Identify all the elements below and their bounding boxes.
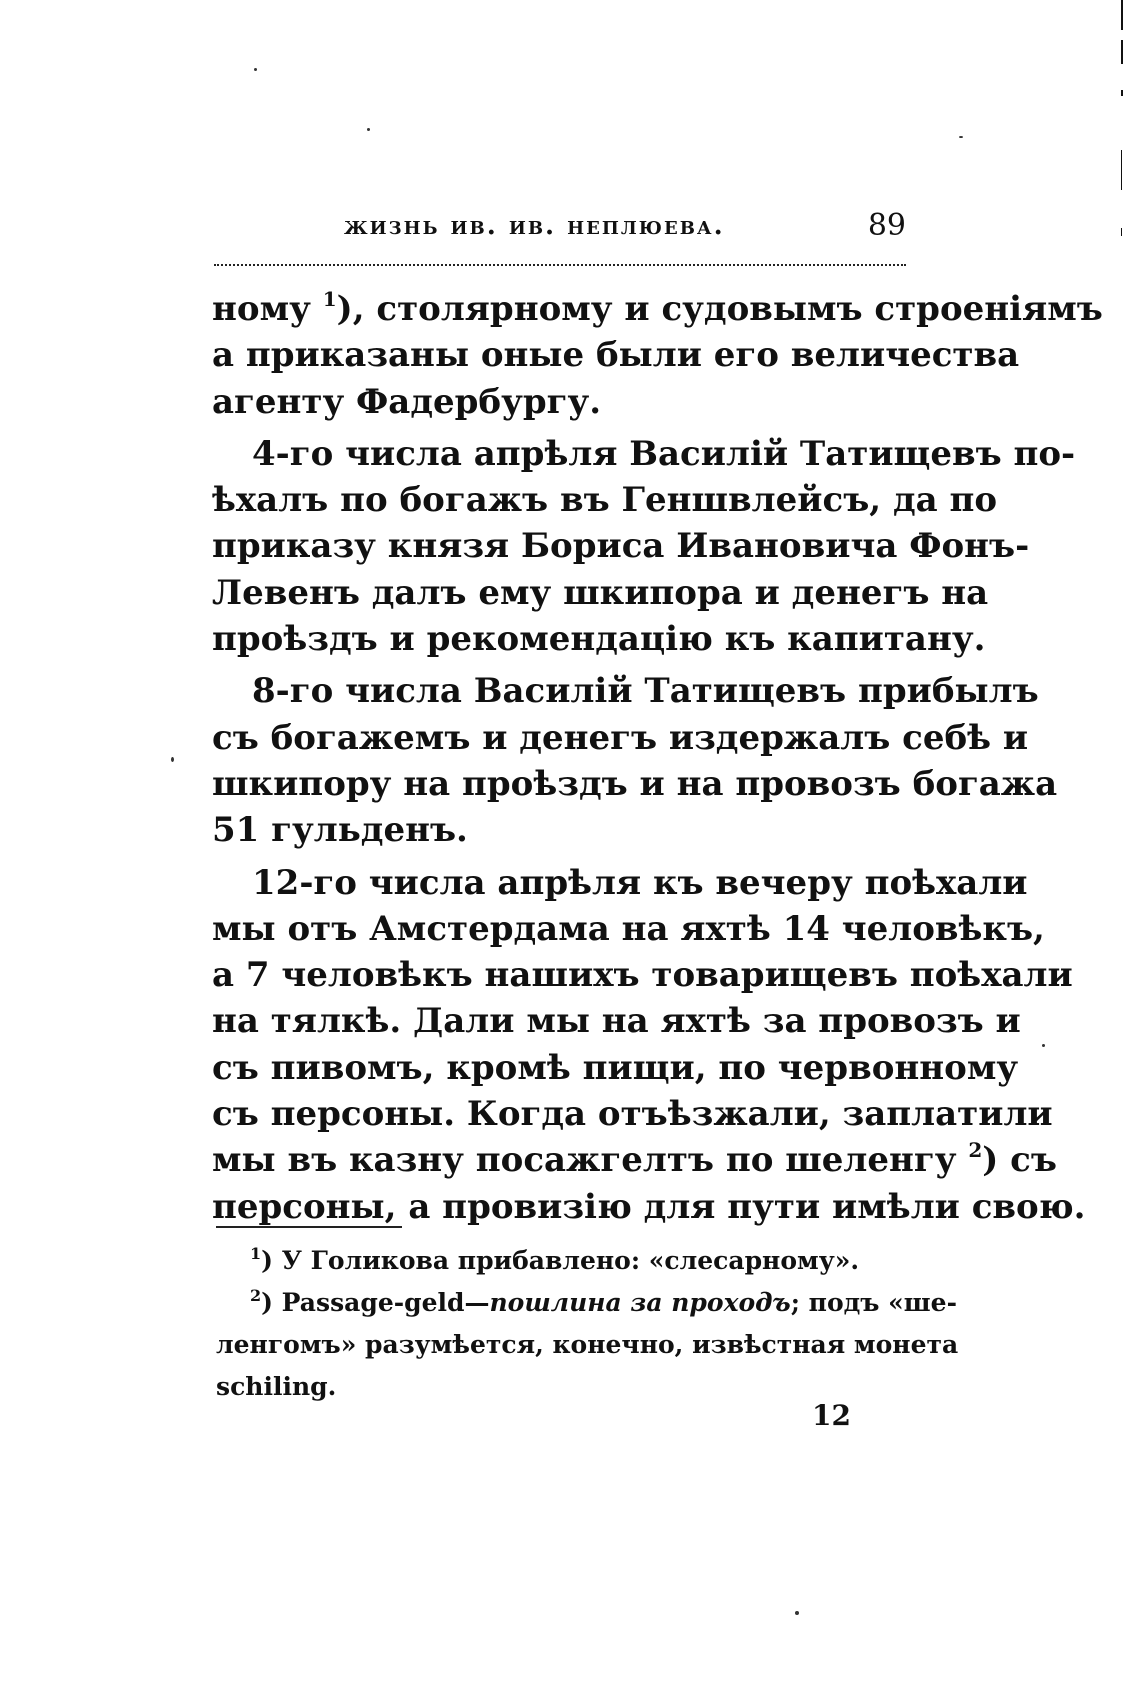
footnote-ref-2: 2 xyxy=(968,1138,983,1163)
text-line: ѣхалъ по богажъ въ Геншвлейсъ, да по xyxy=(212,480,998,521)
footnote-line: $^2$) Passage-geld—пошлина за проходъ; подъ «ше- xyxy=(250,1286,957,1317)
scan-speck xyxy=(959,136,963,138)
text-line: Левенъ далъ ему шкипора и денегъ на xyxy=(212,572,989,613)
scan-speck xyxy=(367,128,370,131)
scan-speck xyxy=(795,1611,799,1615)
footnote-marker: 1 xyxy=(250,1244,262,1263)
text-line: 12-го числа апрѣля къ вечеру поѣхали xyxy=(252,862,1028,903)
main-text xyxy=(212,286,1103,1236)
scan-speck xyxy=(254,68,257,71)
footnote-line: $^1$) У Голикова прибавлено: «слесарному». xyxy=(250,1244,860,1275)
footnote-line: schiling. xyxy=(216,1372,337,1401)
text-line: мы отъ Амстердама на яхтѣ 14 человѣкъ, xyxy=(212,908,1045,949)
text-line: а 7 человѣкъ нашихъ товарищевъ поѣхали xyxy=(212,955,1073,996)
text-line: 51 гульденъ. xyxy=(212,810,468,851)
paragraph-2 xyxy=(212,431,1076,662)
footnote-ref-1: 1 xyxy=(322,287,337,311)
footnote-rule xyxy=(216,1226,402,1228)
text-line: съ пивомъ, кромѣ пищи, по червонному xyxy=(212,1047,1019,1088)
scan-edge-mark xyxy=(1121,40,1123,64)
signature-mark: 12 xyxy=(812,1399,851,1432)
paragraph-3 xyxy=(212,668,1058,853)
paragraph-1 xyxy=(212,286,1103,425)
text-line: 8-го числа Василій Татищевъ прибылъ xyxy=(252,671,1039,712)
text-line: на тялкѣ. Дали мы на яхтѣ за провозъ и xyxy=(212,1001,1021,1042)
scan-edge-mark xyxy=(1121,228,1122,236)
text-line: съ богажемъ и денегъ издержалъ себѣ и xyxy=(212,717,1029,758)
text-line: приказу князя Бориса Ивановича Фонъ- xyxy=(212,526,1030,567)
text-line: ному $^1$), столярному и судовымъ строеніямъ xyxy=(212,287,1103,329)
scan-edge-mark xyxy=(1121,90,1123,96)
scan-edge-mark xyxy=(1121,150,1122,190)
running-title: жизнь ив. ив. неплюева. xyxy=(344,211,725,241)
text-line: мы въ казну посажгелтъ по шеленгу $^2$) съ xyxy=(212,1138,1057,1181)
footnote-line: ленгомъ» разумѣется, конечно, извѣстная монета xyxy=(216,1330,959,1359)
running-head xyxy=(214,204,906,248)
footnote-marker: 2 xyxy=(250,1286,262,1305)
text-line: а приказаны оные были его величества xyxy=(212,335,1020,376)
text-line: агенту Фадербургу. xyxy=(212,381,602,422)
scan-edge-mark xyxy=(1121,0,1123,30)
header-rule xyxy=(214,264,906,266)
scan-speck xyxy=(171,757,174,762)
scan-speck xyxy=(1042,1044,1045,1047)
page-number: 89 xyxy=(867,208,906,243)
paragraph-4 xyxy=(212,860,1086,1230)
footnote-2 xyxy=(216,1282,959,1408)
footnote-1 xyxy=(216,1240,910,1282)
text-line: персоны, а провизію для пути имѣли свою. xyxy=(212,1186,1086,1227)
text-line: съ персоны. Когда отъѣзжали, заплатили xyxy=(212,1094,1053,1135)
text-line: шкипору на проѣздъ и на провозъ богажа xyxy=(212,763,1058,804)
footnotes xyxy=(216,1240,959,1408)
text-line: проѣздъ и рекомендацію къ капитану. xyxy=(212,619,986,660)
text-line: 4-го числа апрѣля Василій Татищевъ по- xyxy=(252,433,1076,474)
